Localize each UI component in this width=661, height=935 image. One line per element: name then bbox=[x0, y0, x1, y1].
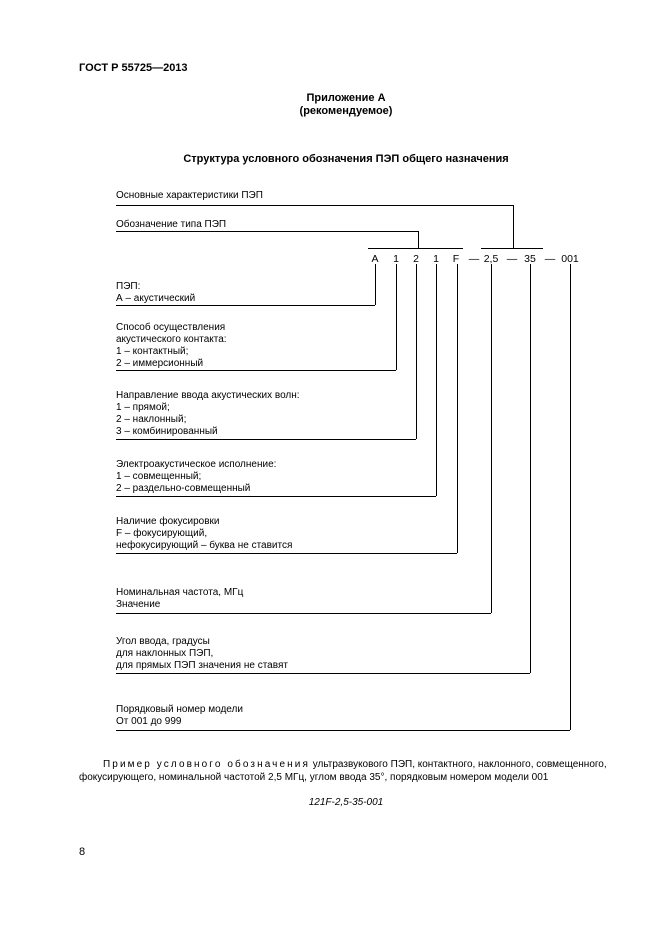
example-lead: Пример условного обозначения bbox=[103, 759, 310, 770]
code-dash: — bbox=[468, 253, 480, 265]
appendix-title: Приложение А bbox=[306, 92, 386, 104]
main-characteristics-label: Основные характеристики ПЭП bbox=[116, 190, 263, 201]
appendix-subtitle: (рекомендуемое) bbox=[299, 105, 393, 117]
code-dash: — bbox=[506, 253, 518, 265]
code-dash: — bbox=[544, 253, 556, 265]
type-designation-label: Обозначение типа ПЭП bbox=[116, 219, 227, 230]
desc-model-number: Порядковый номер модели От 001 до 999 bbox=[116, 704, 243, 727]
example-line1: ультразвукового ПЭП, контактного, наклонного, совмещенного, bbox=[312, 759, 607, 770]
desc-pep-type: ПЭП: А – акустический bbox=[116, 281, 196, 304]
desc-wave-direction: Направление ввода акустических волн: 1 – прямой; 2 – наклонный; 3 – комбинированный bbox=[116, 390, 300, 437]
code-part-angle: 35 bbox=[524, 253, 536, 265]
desc-frequency: Номинальная частота, МГц Значение bbox=[116, 587, 244, 610]
code-part-contact: 1 bbox=[393, 253, 399, 265]
code-part-frequency: 2,5 bbox=[483, 253, 499, 265]
code-part-execution: 1 bbox=[433, 253, 439, 265]
desc-angle: Угол ввода, градусы для наклонных ПЭП, для прямых ПЭП значения не ставят bbox=[116, 636, 288, 671]
example-line2: фокусирующего, номинальной частотой 2,5 МГц, углом ввода 35°, порядковым номером модели 001 bbox=[79, 772, 549, 783]
page-number: 8 bbox=[79, 846, 86, 858]
document-number: ГОСТ Р 55725—2013 bbox=[79, 62, 188, 74]
desc-contact-method: Способ осуществления акустического контакта: 1 – контактный; 2 – иммерсионный bbox=[116, 322, 227, 369]
desc-execution: Электроакустическое исполнение: 1 – совмещенный; 2 – раздельно-совмещенный bbox=[116, 459, 277, 494]
example-paragraph bbox=[79, 758, 607, 784]
code-part-model: 001 bbox=[561, 253, 579, 265]
code-part-type: A bbox=[371, 253, 379, 265]
desc-focusing: Наличие фокусировки F – фокусирующий, нефокусирующий – буква не ставится bbox=[116, 516, 293, 551]
section-title: Структура условного обозначения ПЭП общего назначения bbox=[183, 153, 509, 165]
code-part-direction: 2 bbox=[413, 253, 419, 265]
example-code: 121F-2,5-35-001 bbox=[308, 797, 384, 808]
code-part-focusing: F bbox=[452, 253, 460, 265]
